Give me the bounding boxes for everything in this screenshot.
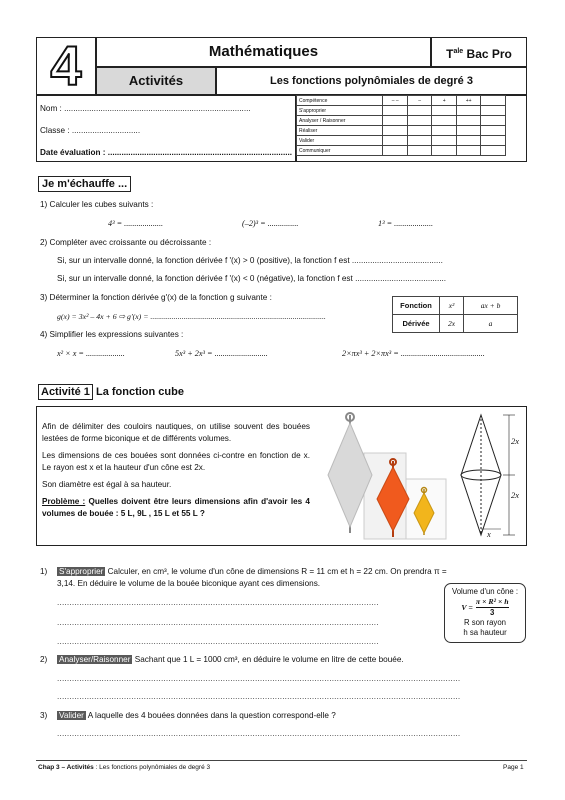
- competence-row: Réaliser: [297, 126, 383, 136]
- competence-row: S'approprier: [297, 106, 383, 116]
- answer-line[interactable]: ...................................................................................................................................................................: [57, 692, 461, 701]
- subject-title: Mathématiques: [96, 37, 431, 67]
- activity1-title: Activité 1 La fonction cube: [38, 386, 184, 398]
- formula-title: Volume d'un cône :: [451, 587, 519, 596]
- q2-line: Si, sur un intervalle donné, la fonction dérivée f '(x) < 0 (négative), la fonction f est ........................................: [57, 274, 447, 283]
- classe-field[interactable]: Classe : ..............................: [40, 126, 141, 135]
- act-q1-line1: S'approprier Calculer, en cm³, le volume d'un cône de dimensions R = 11 cm et h = 22 cm. On prendra π =: [59, 567, 447, 576]
- activity1-intro: Afin de délimiter des couloirs nautiques, on utilise souvent des bouées lestées de forme biconique et de différents volumes. Les dimensions de ces bouées sont données ci-contre en fonction de x. Le rayon est x et la hauteur d'un cône est 2x. Son diamètre est égal à sa hauteur. Problème : Quelles doivent être leurs dimensions afin d'avoir les 4 volumes de bouée : 5 L, 9L , 15 L et 55 L ?: [42, 422, 310, 518]
- topic-title: Les fonctions polynômiales de degré 3: [216, 67, 527, 95]
- formula-box: [444, 583, 526, 643]
- nom-field[interactable]: Nom : ..................................................................................: [40, 104, 251, 113]
- competence-row: Communiquer: [297, 146, 383, 156]
- buoys-illustration: [320, 409, 450, 543]
- competence-header: Compétence: [297, 96, 383, 106]
- answer-line[interactable]: ..................................................................................................................................: [57, 598, 379, 607]
- dim-label-upper: 2x: [511, 436, 520, 446]
- q3-line: g(x) = 3x² – 4x + 6 ⇨ g'(x) = ..........................................................................................: [57, 312, 326, 321]
- q1-item: 1³ = ...................: [378, 219, 434, 228]
- warmup-title: Je m'échauffe ...: [38, 176, 131, 192]
- act-q3-line: Valider A laquelle des 4 bouées données dans la question correspond-elle ?: [59, 711, 336, 720]
- tag-sapproprier: S'approprier: [59, 567, 104, 576]
- q4-item: x² × x = ...................: [57, 349, 125, 358]
- q1-item: (–2)³ = ...............: [242, 219, 299, 228]
- chapter-number: 4: [50, 34, 82, 97]
- header-block: [36, 34, 527, 162]
- answer-line[interactable]: ..................................................................................................................................: [57, 618, 379, 627]
- date-field[interactable]: Date évaluation : .................................................................................: [40, 148, 293, 157]
- answer-line[interactable]: ...................................................................................................................................................................: [57, 674, 461, 683]
- q2-line: Si, sur un intervalle donné, la fonction dérivée f '(x) > 0 (positive), la fonction f est ........................................: [57, 256, 443, 265]
- cone-volume-formula: V = $\frac{\text{π × R² × h}}{3}$: [461, 597, 509, 617]
- competence-row: Analyser / Raisonner: [297, 116, 383, 126]
- formula-height: h sa hauteur: [463, 628, 507, 637]
- act-q1-num: 1): [40, 567, 48, 576]
- level-label: $T^{ale}$ Bac Pro: [431, 37, 527, 67]
- activity1-box: [36, 406, 527, 546]
- act-q1-line2: 3,14. En déduire le volume de la bouée biconique ayant ces dimensions.: [57, 579, 321, 588]
- competence-row: Valider: [297, 136, 383, 146]
- tag-analyser: Analyser/Raisonner: [59, 655, 131, 664]
- warmup-q1: 1) Calculer les cubes suivants :: [40, 200, 154, 209]
- student-info: [36, 95, 296, 162]
- q1-item: 4³ = ...................: [108, 219, 164, 228]
- act-q2-num: 2): [40, 655, 48, 664]
- dim-label-lower: 2x: [511, 490, 520, 500]
- bicone-diagram: [453, 411, 525, 544]
- footer-rule: [36, 760, 527, 761]
- derivative-table: Fonction x² ax + b Dérivée 2x a: [392, 296, 518, 333]
- footer-left: Chap 3 – Activités : Les fonctions polynômiales de degré 3: [38, 764, 211, 771]
- competence-table: Compétence – – – + ++ S'approprier Analyser / Raisonner Réaliser Valider Communiquer: [296, 95, 506, 156]
- act-q2-line: Analyser/Raisonner Sachant que 1 L = 1000 cm³, en déduire le volume en litre de cette bouée.: [59, 655, 404, 664]
- q4-item: 2×πx³ + 2×πx³ = .........................................: [342, 349, 485, 358]
- act-q3-num: 3): [40, 711, 48, 720]
- section-label: Activités: [96, 67, 216, 95]
- answer-line[interactable]: ..................................................................................................................................: [57, 637, 379, 646]
- chapter-box: [36, 34, 96, 97]
- dim-label-radius: x: [487, 529, 491, 539]
- page-number: Page 1: [503, 764, 524, 771]
- tag-valider: Valider: [59, 711, 84, 720]
- warmup-q2: 2) Compléter avec croissante ou décroissante :: [40, 238, 212, 247]
- answer-line[interactable]: ...................................................................................................................................................................: [57, 729, 461, 738]
- warmup-q4: 4) Simplifier les expressions suivantes :: [40, 330, 184, 339]
- warmup-q3: 3) Déterminer la fonction dérivée g'(x) de la fonction g suivante :: [40, 293, 272, 302]
- q4-item: 5x³ + 2x³ = ..........................: [175, 349, 268, 358]
- formula-radius: R son rayon: [463, 618, 507, 627]
